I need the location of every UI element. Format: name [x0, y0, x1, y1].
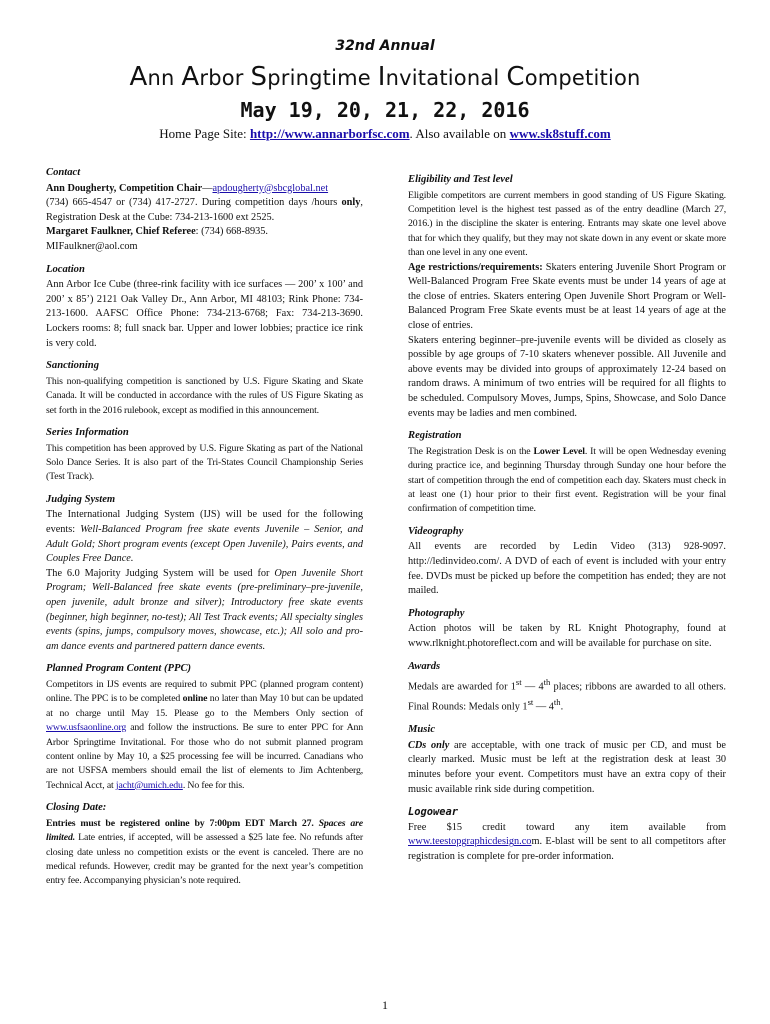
section-heading: Eligibility and Test level: [408, 174, 513, 185]
registration-text-1: The Registration Desk is on the: [408, 445, 534, 457]
contact-text: [46, 182, 363, 255]
closing-text: [46, 817, 363, 889]
title-rest: nn: [147, 66, 182, 90]
sup-th: th: [553, 697, 561, 708]
series-text: This competition has been approved by U.S. Figure Skating as part of the National Solo Dance Series. It is also part of the Tri-States Council Championship Series (Test Track).: [46, 442, 363, 483]
judging-section: [46, 493, 363, 655]
judging-60-events: Open Juvenile Short Program; Well-Balanced free skate events (pre-preliminary–pre-juvenile, open juvenile, adult bronze and silver); Introductory free skate events (beginner, high beginner, no-test); All Test Track events; All specialty singles events (spins, jumps, compulsory moves, showcase, etc.); All solo and pro-am dance events and partnered pattern dance events.: [46, 567, 363, 652]
title-rest: ompetition: [524, 66, 641, 90]
age-label: Age restrictions/requirements:: [408, 261, 543, 273]
awards-text: [408, 675, 726, 715]
videography-section: [408, 525, 726, 599]
ppc-text-1: Competitors in IJS events are required to submit PPC (planned program content) online. The PPC is to be completed: [46, 678, 363, 705]
referee-email: MIFaulkner@aol.com: [46, 240, 138, 252]
only-label: only: [341, 197, 361, 209]
photography-section: [408, 607, 726, 652]
title-cap: S: [250, 62, 268, 92]
sanctioning-section: [46, 359, 363, 418]
registration-text: [408, 445, 726, 517]
awards-section: [408, 660, 726, 716]
section-heading: Registration: [408, 430, 462, 442]
awards-dash: — 4: [533, 701, 554, 713]
chair-email-link[interactable]: apdougherty@sbcglobal.net: [212, 182, 329, 194]
section-heading: Videography: [408, 525, 464, 537]
left-column: [46, 166, 363, 897]
title-rest: pringtime: [267, 66, 378, 90]
sup-st: st: [515, 677, 522, 688]
contact-section: [46, 166, 363, 255]
registration-desk-phone: , Registration Desk at the Cube: 734-213-1600 ext 2525.: [46, 197, 363, 223]
location-text: Ann Arbor Ice Cube (three-rink facility with ice surfaces — 200’ x 100’ and 200’ x 85’) 2121 Oak Valley Dr., Ann Arbor, MI 48103; Rink Phone: 734-213-1600. AAFSC Office Phone: 734-213-6768; Fax: 734-213-3690. Lockers rooms: 8; full snack bar. Upper and lower lobbies; practice ice rink is very cold.: [46, 279, 363, 349]
section-heading: Logowear: [408, 806, 459, 819]
logowear-section: [408, 805, 726, 864]
edition-label: 32nd Annual: [335, 38, 435, 54]
judging-ijs-intro: The International Judging System (IJS) will be used for the following events:: [46, 509, 363, 535]
photography-text: Action photos will be taken by RL Knight Photography, found at www.rlknight.photoreflect.com and will be available for purchase on site.: [408, 623, 726, 649]
sup-st: st: [527, 697, 534, 708]
ppc-text-3: and follow the instructions. Be sure to enter PPC for Ann Arbor Springtime Invitational. For those who do not submit planned program content online by May 10, a $25 processing fee will be incurred. Canadians who are not USFSA members should email the list of elements to Jim Achtenberg, Technical Acct, at: [46, 722, 363, 791]
judging-ijs-text: [46, 508, 363, 566]
logowear-text-2: m. E-blast will be sent to all competitors after registration is complete for pre-order information.: [408, 836, 726, 862]
sanctioning-text: This non-qualifying competition is sanctioned by U.S. Figure Skating and Skate Canada. It will be conducted in accordance with the rules of US Figure Skating as set forth in the 2016 rulebook, except as modified in this announcement.: [46, 375, 363, 416]
home-mid-text: . Also available on: [409, 126, 510, 141]
judging-ijs-events: Well-Balanced Program free skate events Juvenile – Senior, and Adult Gold; Short program events (except Open Juvenile), Pairs events, and Couples Free Dance.: [46, 523, 363, 565]
referee-phone: : (734) 668-8935.: [195, 226, 269, 238]
chair-name: Ann Dougherty, Competition Chair: [46, 182, 203, 194]
home-page-line: [0, 126, 770, 142]
age-requirements-text: [408, 261, 726, 334]
section-heading: Planned Program Content (PPC): [46, 663, 192, 675]
closing-deadline: Entries must be registered online by 7:00pm EDT March 27.: [46, 817, 319, 829]
chair-phones: (734) 665-4547 or (734) 417-2727. During competition days /hours: [46, 197, 342, 209]
usfsa-link[interactable]: www.usfsaonline.org: [46, 722, 127, 734]
awards-text-1: Medals are awarded for 1: [408, 681, 516, 693]
age-details: Skaters entering Juvenile Short Program or Well-Balanced Program Free Skate events must be under 14 years of age at the close of entries. Skaters entering Open Juvenile Short Program or Well-Balanced Program Free Skate events must be at least 14 years of age at the close of entries.: [408, 261, 726, 331]
title-cap: I: [377, 62, 386, 92]
awards-end: .: [560, 701, 564, 713]
music-details: are acceptable, with one track of music per CD, and must be clearly marked. Music must be left at the registration desk at least 30 minutes before your event. Competitors must have an extra copy of their music available rink side during competition.: [408, 739, 726, 795]
title-cap: C: [506, 62, 525, 92]
lower-level-label: Lower Level: [533, 445, 585, 457]
section-heading: Sanctioning: [46, 360, 99, 372]
referee-name: Margaret Faulkner, Chief Referee: [46, 226, 196, 238]
judging-60-intro: The 6.0 Majority Judging System will be used for: [46, 567, 275, 579]
closing-section: [46, 801, 363, 889]
grouping-text: Skaters entering beginner–pre-juvenile events will be divided as closely as possible by age groups of 7-10 skaters whenever possible. All Juvenile and above events may be divided into groups of approximately 12-24 based on random draws. A minimum of two entries will be required for all flights to be scheduled. Compulsory Moves, Jumps, Spins, Showcase, and Solo Dance events may be ladies and men combined.: [408, 334, 726, 419]
home-label: Home Page Site:: [159, 126, 250, 141]
section-heading: Judging System: [46, 493, 116, 505]
sup-th: th: [543, 677, 551, 688]
ppc-text: [46, 678, 363, 793]
section-heading: Awards: [408, 660, 441, 672]
music-section: [408, 723, 726, 797]
title-rest: rbor: [199, 66, 251, 90]
event-dates: May 19, 20, 21, 22, 2016: [240, 98, 530, 122]
online-label: online: [182, 693, 208, 705]
section-heading: Contact: [46, 167, 81, 178]
location-section: [46, 263, 363, 352]
page-title: [0, 62, 770, 92]
eligibility-text: Eligible competitors are current members in good standing of US Figure Skating. Competition level is the highest test passed as of the entry deadline (March 27, 2016.) in the discipline the skater is entering. Entrants may skate one level above that for which they qualify, but they may not skate down in any event or skate more than one level in any one event.: [408, 189, 726, 259]
closing-details: Late entries, if accepted, will be assessed a $25 late fee. No refunds after closing date unless no competition exists or the event is canceled. There are no medical refunds. However, credit may be granted for the next year’s competition entry fee. Accompanying physician’s note required.: [46, 832, 363, 887]
registration-section: [408, 429, 726, 517]
title-rest: nvitational: [385, 66, 507, 90]
home-page-link[interactable]: http://www.annarborfsc.com: [249, 126, 410, 141]
section-heading: Music: [408, 724, 436, 736]
awards-text-2: places; ribbons are awarded to all others. Final Rounds: Medals only 1: [408, 681, 727, 713]
music-text: [408, 739, 726, 797]
section-heading: Series Information: [46, 426, 129, 438]
judging-60-text: [46, 567, 363, 655]
logowear-text: [408, 821, 726, 865]
dash: —: [202, 182, 213, 194]
series-section: [46, 426, 363, 485]
title-cap: A: [129, 62, 148, 92]
awards-dash: — 4: [521, 681, 544, 693]
section-heading: Closing Date:: [46, 802, 107, 814]
ppc-text-4: . No fee for this.: [182, 779, 245, 791]
spaces-limited: Spaces are limited.: [46, 817, 363, 844]
cds-only: CDs only: [408, 739, 450, 751]
registration-text-2: . It will be open Wednesday evening during practice ice, and beginning Thursday through Sunday one hour before the start of competition through the end of competition each day. Skaters must check in at least one (1) hour prior to their first event. Registration will be your final confirmation of competition time.: [408, 445, 726, 515]
sk8stuff-link[interactable]: www.sk8stuff.com: [509, 126, 611, 141]
teestop-link[interactable]: www.teestopgraphicdesign.co: [408, 836, 532, 848]
section-heading: Location: [46, 263, 85, 275]
ppc-section: [46, 662, 363, 793]
logowear-text-1: Free $15 credit toward any item available from: [408, 821, 726, 833]
page-number: 1: [382, 998, 388, 1012]
videography-text: All events are recorded by Ledin Video (313) 928-9097. http://ledinvideo.com/. A DVD of each of event is included with your entry fee. DVDs must be picked up before the competition has ended; they are not mailed.: [408, 541, 726, 597]
section-heading: Photography: [408, 607, 465, 619]
ppc-text-2: no later than May 10 but can be updated at no charge until May 15. Please go to the Members Only section of: [46, 693, 363, 719]
title-cap: A: [181, 62, 200, 92]
right-column: [408, 173, 726, 873]
eligibility-section: [408, 173, 726, 421]
jacht-email-link[interactable]: jacht@umich.edu: [115, 779, 183, 791]
